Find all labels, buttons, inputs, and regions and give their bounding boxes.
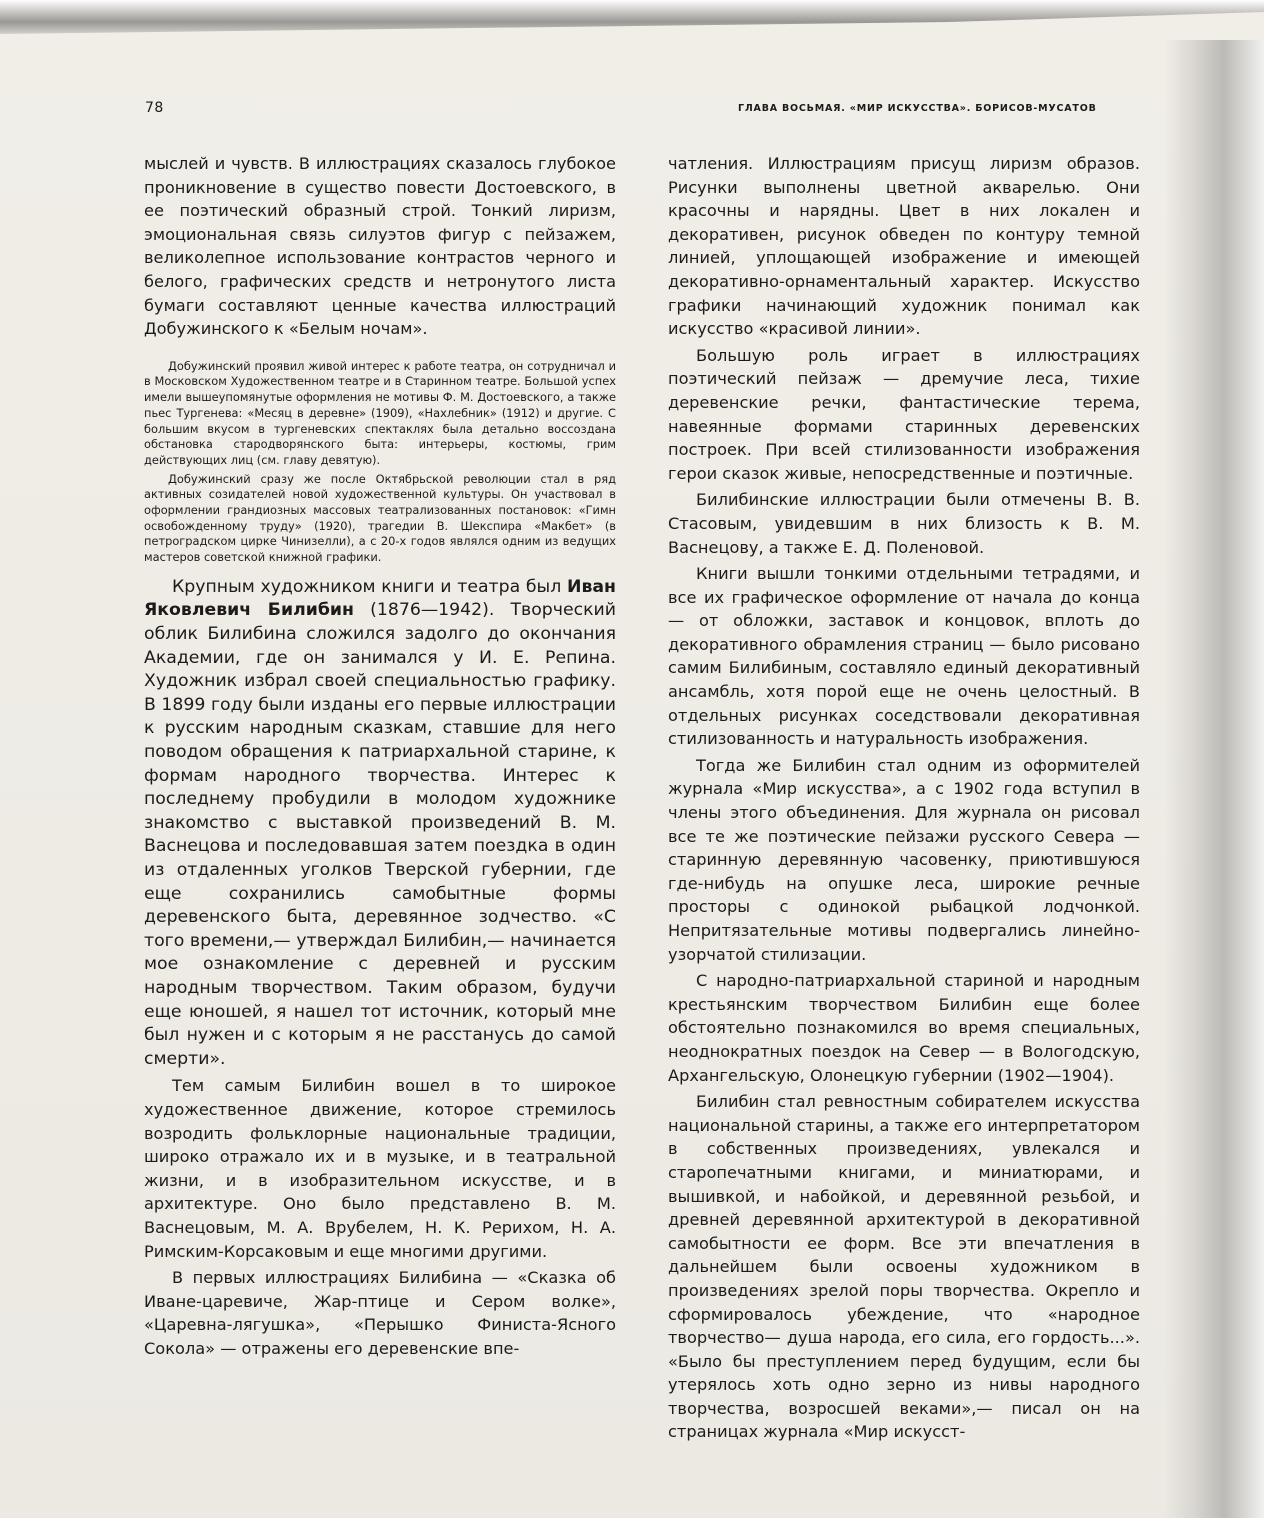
paragraph-bilibin-intro (144, 576, 616, 1071)
scan-edge-shadow (0, 0, 1264, 40)
paragraph: Тем самым Билибин вошел в то широкое художественное движение, которое стремилось возродить фольклорные национальные традиции, широко отражало их и в музыке, и в театральной жизни, и в изобразительном искусстве, и в архитектуре. Оно было представлено В. М. Васнецовым, М. А. Врубелем, Н. К. Рерихом, Н. А. Римским-Корсаковым и еще многими другими. (144, 1076, 616, 1261)
book-spine-shadow (1164, 40, 1264, 1518)
paragraph-text: Крупным художником книги и театра был (172, 576, 567, 597)
paragraph: Книги вышли тонкими отдельными тетрадями, и все их графическое оформление от начала до конца — от обложки, заставок и концовок, вплоть до декоративного обрамления страниц — было рисовано самим Билибиным, составляло единый декоративный ансамбль, хотя порой еще не очень целостный. В отдельных рисунках соседствовали декоративная стилизованность и натуральность изображения. (668, 564, 1140, 749)
right-column (668, 152, 1140, 1447)
paragraph: чатления. Иллюстрациям присущ лиризм образов. Рисунки выполнены цветной акварелью. Они красочны и нарядны. Цвет в них локален и декоративен, рисунок обведен по контуру темной линией, уплощающей изображение и имеющей декоративно-орнаментальный характер. Искусство графики начинающий художник понимал как искусство «красивой линии». (668, 154, 1140, 339)
paragraph: Билибинские иллюстрации были отмечены В. В. Стасовым, увидевшим в них близость к В. М. Васнецову, а также Е. Д. Поленовой. (668, 490, 1140, 557)
note-paragraph: Добужинский сразу же после Октябрьской революции стал в ряд активных созидателей новой художественной культуры. Он участвовал в оформлении грандиозных массовых театрализованных постановок: «Гимн освобожденному труду» (1920), трагедии В. Шекспира «Макбет» (в петроградском цирке Чинизелли), а с 20-х годов являлся одним из ведущих мастеров советской книжной графики. (144, 471, 616, 565)
paragraph: Тогда же Билибин стал одним из оформителей журнала «Мир искусства», а с 1902 года вступил в члены этого объединения. Для журнала он рисовал все те же поэтические пейзажи русского Севера — старинную деревянную часовенку, приютившуюся где-нибудь на опушке леса, широкие речные просторы с одинокой рыбацкой лодчонкой. Непритязательные мотивы подвергались линейно-узорчатой стилизации. (668, 755, 1140, 964)
left-column (144, 152, 616, 1363)
paragraph: Большую роль играет в иллюстрациях поэтический пейзаж — дремучие леса, тихие деревенские речки, фантастические терема, навеянные формами старинных деревенских построек. При всей стилизованности изображения герои сказок живые, непосредственные и поэтичные. (668, 345, 1140, 483)
paragraph: мыслей и чувств. В иллюстрациях сказалось глубокое проникновение в существо повести Достоевского, в ее поэтический образный строй. Тонкий лиризм, эмоциональная связь силуэтов фигур с пейзажем, великолепное использование контрастов черного и белого, графических средств и нетронутого листа бумаги составляют ценные качества иллюстраций Добужинского к «Белым ночам». (144, 154, 616, 339)
page-number: 78 (145, 100, 164, 116)
small-print-note (144, 359, 616, 566)
paragraph: С народно-патриархальной стариной и народным крестьянским творчеством Билибин еще более обстоятельно познакомился во время специальных, неоднократных поездок на Север — в Вологодскую, Архангельскую, Олонецкую губернии (1902—1904). (668, 971, 1140, 1085)
paragraph: Билибин стал ревностным собирателем искусства национальной старины, а также его интерпретатором в собственных произведениях, увлекался и старопечатными книгами, и миниатюрами, и вышивкой, и набойкой, и деревянной резьбой, и древней деревянной архитектурой в декоративной самобытности ее форм. Все эти впечатления в дальнейшем были освоены художником в произведениях зрелой поры творчества. Окрепло и сформировалось убеждение, что «народное творчество— душа народа, его сила, его гордость...». «Было бы преступлением перед будущим, если бы утерялось хоть одно зерно из нивы народного творчества, возросшей веками»,— писал он на страницах журнала «Мир искусст- (668, 1092, 1140, 1442)
note-paragraph: Добужинский проявил живой интерес к работе театра, он сотрудничал и в Московском Художественном театре и в Старинном театре. Большой успех имели вышеупомянутые оформления не мотивы Ф. М. Достоевского, а также пьес Тургенева: «Месяц в деревне» (1909), «Нахлебник» (1912) и другие. С большим вкусом в тургеневских спектаклях была детально воссоздана обстановка стародворянского быта: интерьеры, костюмы, грим действующих лиц (см. главу девятую). (144, 358, 616, 467)
running-title: ГЛАВА ВОСЬМАЯ. «МИР ИСКУССТВА». БОРИСОВ-МУСАТОВ (738, 103, 1097, 114)
artist-name: Иван Яковлевич Билибин (144, 576, 616, 621)
paragraph-text: (1876—1942). Творческий облик Билибина сложился задолго до окончания Академии, где он занимался у И. Е. Репина. Художник избрал своей специальностью графику. В 1899 году были изданы его первые иллюстрации к русским народным сказкам, ставшие для него поводом обращения к патриархальной старине, к формам народного творчества. Интерес к последнему пробудили в молодом художнике знакомство с выставкой произведений В. М. Васнецова и последовавшая затем поездка в один из отдаленных уголков Тверской губернии, где еще сохранились самобытные формы деревенского быта, деревянное зодчество. «С того времени,— утверждал Билибин,— начинается мое ознакомление с деревней и русским народным творчеством. Таким образом, будучи еще юношей, я нашел тот источник, который мне был нужен и с которым я не расстанусь до самой смерти». (144, 600, 617, 1069)
paragraph: В первых иллюстрациях Билибина — «Сказка об Иване-царевиче, Жар-птице и Сером волке», «Царевна-лягушка», «Перышко Финиста-Ясного Сокола» — отражены его деревенские впе- (144, 1268, 616, 1358)
